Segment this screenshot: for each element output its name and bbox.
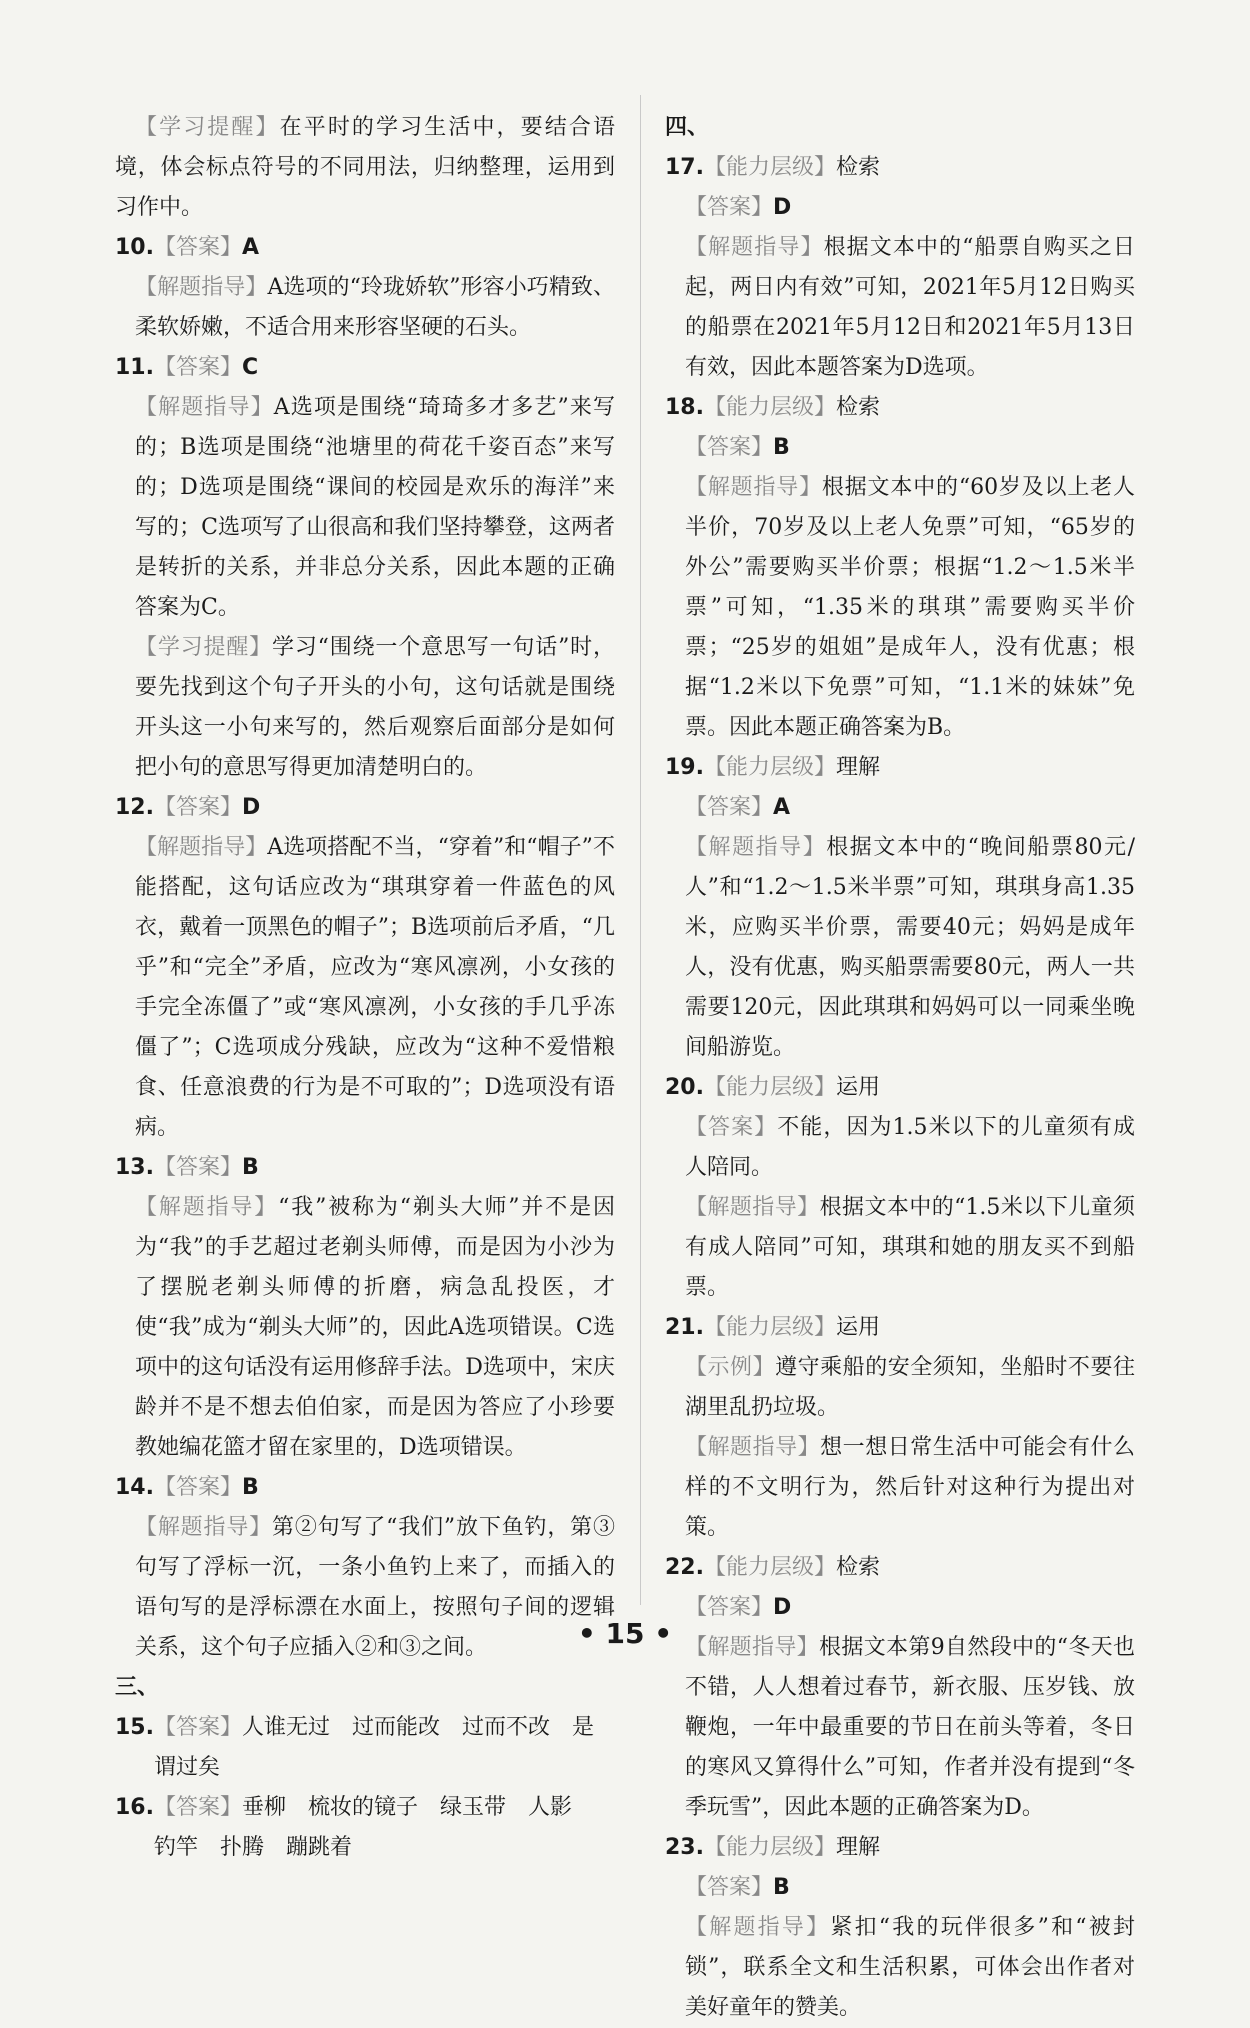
answer-value: C [242,355,259,380]
explanation-tag: 【解题指导】 [135,1195,279,1220]
explanation-text: 根据文本第9自然段中的“冬天也不错，人人想着过春节，新衣服、压岁钱、放鞭炮，一年中最重要的节日在前头等着，冬日的寒风又算得什么”可知，作者并没有提到“冬季玩雪”，因此本题的正确答案为D。 [685,1635,1135,1820]
answer-tag: 【答案】 [153,1155,242,1180]
explanation-text: A选项的“玲珑娇软”形容小巧精致、柔软娇嫩，不适合用来形容坚硬的石头。 [135,275,615,340]
answer-tag: 【答案】 [153,1475,242,1500]
answer-tag: 【答案】 [685,195,774,220]
answer-value: D [242,795,261,820]
explanation [665,828,1135,1068]
section-heading-4: 四、 [665,115,710,140]
explanation-tag: 【解题指导】 [135,1515,272,1540]
explanation-text: 根据文本中的“60岁及以上老人半价，70岁及以上老人免票”可知，“65岁的外公”需要购买半价票；根据“1.2～1.5米半票”可知，“1.35米的琪琪”需要购买半价票；“25岁的姐姐”是成年人，没有优惠；根据“1.2米以下免票”可知，“1.1米的妹妹”免票。因此本题正确答案为B。 [685,475,1135,740]
learning-tip [115,628,615,788]
answer-tag: 【答案】 [685,795,774,820]
question-17 [665,148,1135,188]
explanation-text: “我”被称为“剃头大师”并不是因为“我”的手艺超过老剃头师傅，而是因为小沙为了摆脱老剃头师傅的折磨，病急乱投医，才使“我”成为“剃头大师”的，因此A选项错误。C选项中的这句话没有运用修辞手法。D选项中，宋庆龄并不是不想去伯伯家，而是因为答应了小珍要教她编花篮才留在家里的，D选项错误。 [135,1195,615,1460]
explanation-text: A选项是围绕“琦琦多才多艺”来写的；B选项是围绕“池塘里的荷花千姿百态”来写的；D选项是围绕“课间的校园是欢乐的海洋”来写的；C选项写了山很高和我们坚持攀登，这两者是转折的关系，并非总分关系，因此本题的正确答案为C。 [135,395,615,620]
answer-tag: 【答案】 [153,235,242,260]
question-11 [115,348,615,388]
question-number: 19. [665,755,704,780]
answer-tag: 【答案】 [685,1115,778,1140]
question-19 [665,748,1135,788]
explanation-tag: 【解题指导】 [135,395,274,420]
tip-text: 学习“围绕一个意思写一句话”时，要先找到这个句子开头的小句，这句话就是围绕开头这一小句来写的，然后观察后面部分是如何把小句的意思写得更加清楚明白的。 [135,635,615,780]
answer-value: A [773,795,791,820]
answer-value: 垂柳 梳妆的镜子 绿玉带 人影 钓竿 扑腾 蹦跳着 [153,1795,595,1860]
learning-tip [115,108,615,228]
question-20 [665,1068,1135,1108]
answer [665,788,1135,828]
explanation [115,388,615,628]
level-value: 检索 [836,155,881,180]
answer-value: A [242,235,260,260]
answer-value: B [242,1475,259,1500]
left-column [115,108,615,1868]
tip-tag: 【学习提醒】 [135,635,272,660]
tip-text: 在平时的学习生活中，要结合语境，体会标点符号的不同用法，归纳整理，运用到习作中。 [115,115,615,220]
answer-value: 人谁无过 过而能改 过而不改 是谓过矣 [153,1715,595,1780]
level-tag: 【能力层级】 [703,1075,836,1100]
explanation [665,468,1135,748]
explanation [115,1188,615,1468]
answer-tag: 【答案】 [153,1795,242,1820]
answer-value: B [773,435,790,460]
example [665,1348,1135,1428]
answer-tag: 【答案】 [685,1595,774,1620]
explanation-text: A选项搭配不当，“穿着”和“帽子”不能搭配，这句话应改为“琪琪穿着一件蓝色的风衣，戴着一顶黑色的帽子”；B选项前后矛盾，“几乎”和“完全”矛盾，应改为“寒风凛冽，小女孩的手完全冻僵了”或“寒风凛冽，小女孩的手几乎冻僵了”；C选项成分残缺，应改为“这种不爱惜粮食、任意浪费的行为是不可取的”；D选项没有语病。 [135,835,615,1140]
answer-value: B [773,1875,790,1900]
question-number: 11. [115,355,154,380]
explanation-tag: 【解题指导】 [135,835,268,860]
question-14 [115,1468,615,1508]
explanation [665,1628,1135,1828]
explanation-text: 紧扣“我的玩伴很多”和“被封锁”，联系全文和生活积累，可体会出作者对美好童年的赞美。 [685,1915,1135,2020]
explanation-tag: 【解题指导】 [685,835,827,860]
answer-tag: 【答案】 [153,1715,242,1740]
question-13 [115,1148,615,1188]
question-number: 18. [665,395,704,420]
question-number: 21. [665,1315,704,1340]
explanation [665,1188,1135,1308]
answer-value: B [242,1155,259,1180]
page-number: • 15 • [577,1617,673,1650]
answer [665,188,1135,228]
right-column [665,108,1135,2028]
example-text: 遵守乘船的安全须知，坐船时不要往湖里乱扔垃圾。 [685,1355,1135,1420]
explanation-tag: 【解题指导】 [685,1915,831,1940]
explanation-text: 第②句写了“我们”放下鱼钓，第③句写了浮标一沉，一条小鱼钓上来了，而插入的语句写的是浮标漂在水面上，按照句子间的逻辑关系，这个句子应插入②和③之间。 [135,1515,615,1660]
explanation-text: 根据文本中的“晚间船票80元/人”和“1.2～1.5米半票”可知，琪琪身高1.35米，应购买半价票，需要40元；妈妈是成年人，没有优惠，购买船票需要80元，两人一共需要120元，因此琪琪和妈妈可以一同乘坐晚间船游览。 [685,835,1135,1060]
question-number: 10. [115,235,154,260]
level-tag: 【能力层级】 [703,1315,836,1340]
answer [665,428,1135,468]
answer-tag: 【答案】 [153,795,242,820]
question-number: 23. [665,1835,704,1860]
section-heading-3: 三、 [115,1675,160,1700]
explanation-text: 根据文本中的“船票自购买之日起，两日内有效”可知，2021年5月12日购买的船票在2021年5月12日和2021年5月13日有效，因此本题答案为D选项。 [685,235,1135,380]
question-number: 17. [665,155,704,180]
explanation [665,1908,1135,2028]
question-21 [665,1308,1135,1348]
answer [665,1108,1135,1188]
question-number: 13. [115,1155,154,1180]
explanation [115,268,615,348]
answer-tag: 【答案】 [685,435,774,460]
column-divider [640,95,641,1605]
level-value: 理解 [836,755,881,780]
explanation [665,228,1135,388]
question-10 [115,228,615,268]
explanation-tag: 【解题指导】 [685,475,822,500]
question-number: 15. [115,1715,154,1740]
level-value: 检索 [836,395,881,420]
explanation-tag: 【解题指导】 [685,1635,820,1660]
level-tag: 【能力层级】 [703,755,836,780]
question-18 [665,388,1135,428]
explanation-tag: 【解题指导】 [685,1195,820,1220]
question-12 [115,788,615,828]
level-value: 运用 [836,1075,881,1100]
question-number: 14. [115,1475,154,1500]
level-tag: 【能力层级】 [703,1555,836,1580]
question-16 [115,1788,615,1868]
tip-tag: 【学习提醒】 [135,115,280,140]
question-number: 20. [665,1075,704,1100]
answer-value: D [773,1595,792,1620]
answer [665,1868,1135,1908]
explanation [665,1428,1135,1548]
question-number: 12. [115,795,154,820]
explanation-tag: 【解题指导】 [685,1435,821,1460]
level-value: 运用 [836,1315,881,1340]
answer-tag: 【答案】 [685,1875,774,1900]
question-number: 22. [665,1555,704,1580]
question-15 [115,1708,615,1788]
answer-value: 不能，因为1.5米以下的儿童须有成人陪同。 [685,1115,1135,1180]
answer-tag: 【答案】 [153,355,242,380]
answer-value: D [773,195,792,220]
level-tag: 【能力层级】 [703,155,836,180]
question-23 [665,1828,1135,1868]
explanation-text: 根据文本中的“1.5米以下儿童须有成人陪同”可知，琪琪和她的朋友买不到船票。 [685,1195,1135,1300]
level-value: 理解 [836,1835,881,1860]
question-22 [665,1548,1135,1588]
explanation-tag: 【解题指导】 [685,235,824,260]
explanation-text: 想一想日常生活中可能会有什么样的不文明行为，然后针对这种行为提出对策。 [685,1435,1135,1540]
explanation [115,828,615,1148]
level-tag: 【能力层级】 [703,395,836,420]
level-value: 检索 [836,1555,881,1580]
example-tag: 【示例】 [685,1355,776,1380]
level-tag: 【能力层级】 [703,1835,836,1860]
explanation-tag: 【解题指导】 [135,275,268,300]
question-number: 16. [115,1795,154,1820]
